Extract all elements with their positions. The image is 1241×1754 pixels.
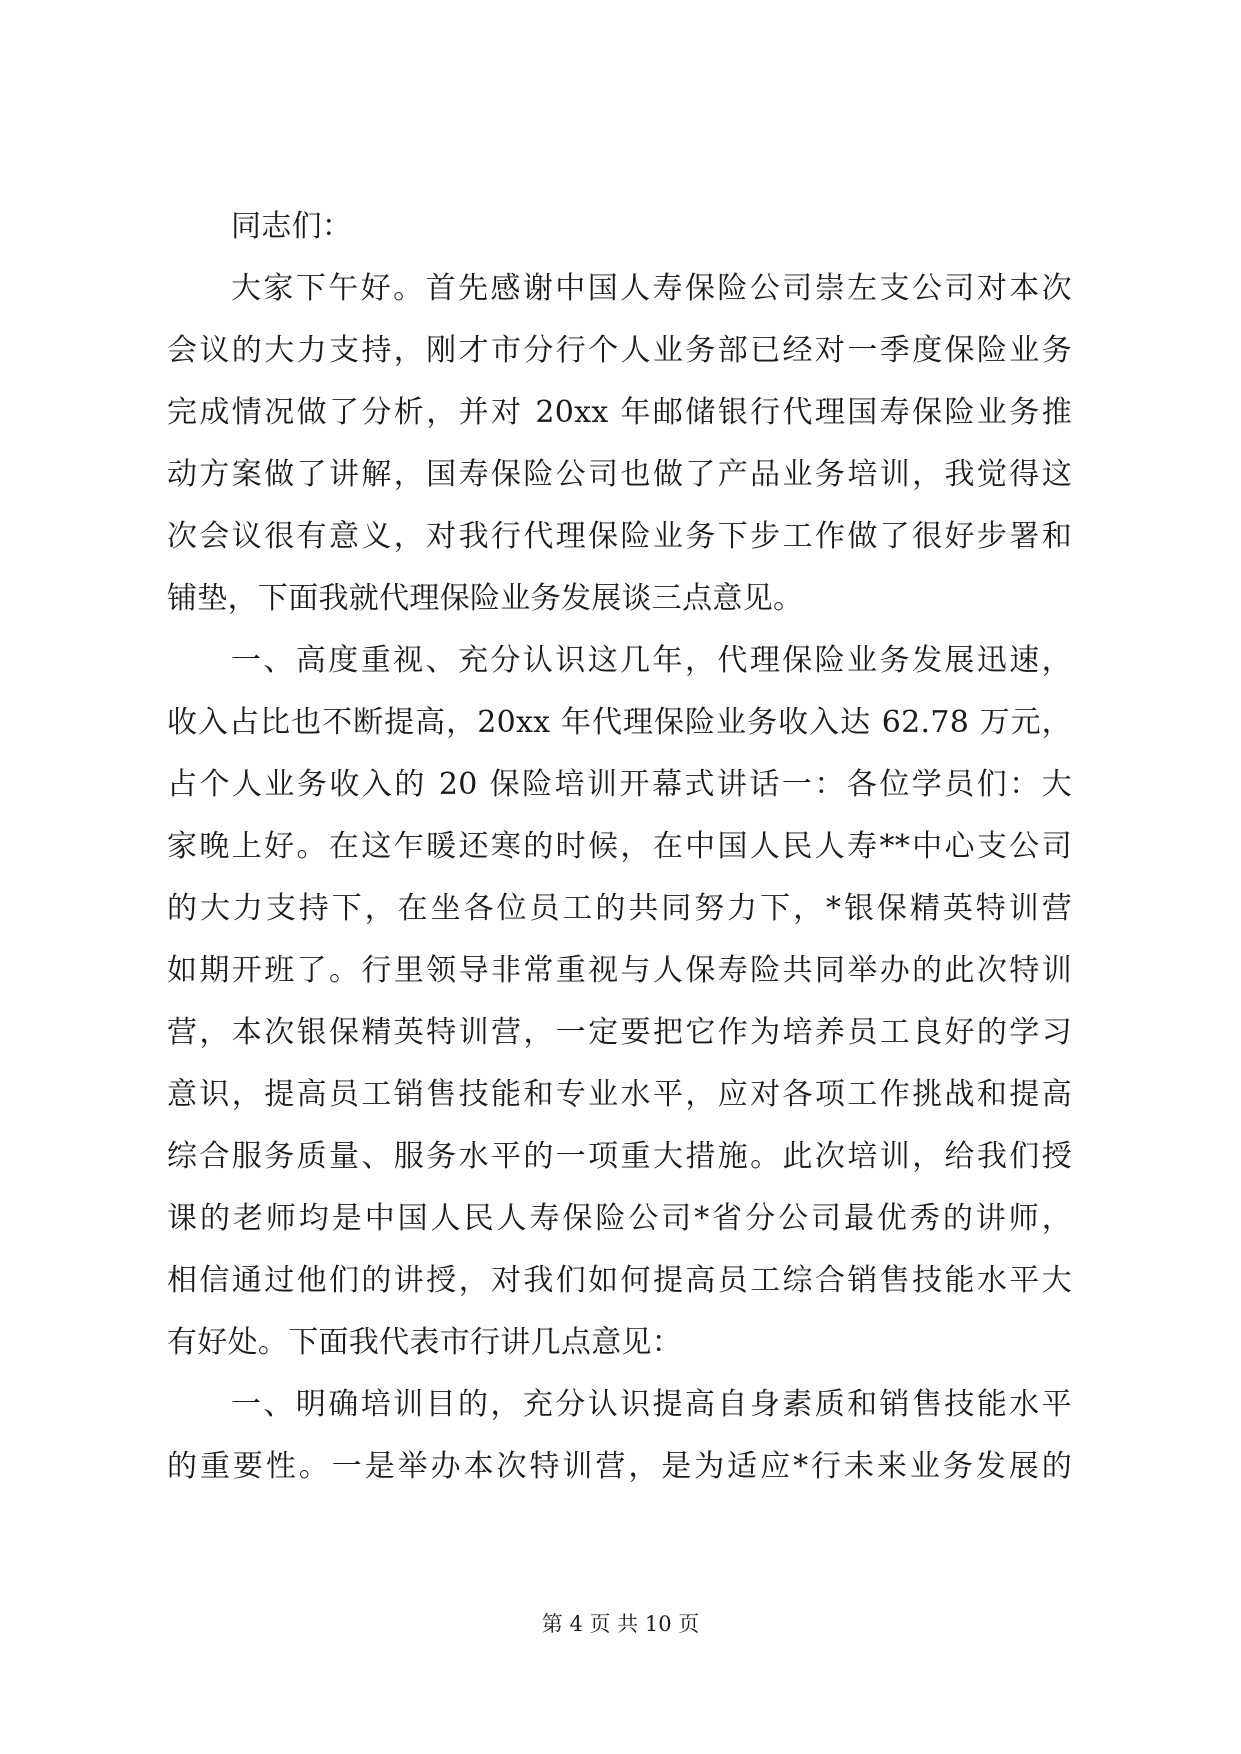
paragraph-line: 大家下午好。首先感谢中国人寿保险公司崇左支公司对本次 — [231, 271, 1072, 306]
paragraph-line: 完成情况做了分析，并对 20xx 年邮储银行代理国寿保险业务推 — [167, 395, 1072, 430]
paragraph-line: 一、明确培训目的，充分认识提高自身素质和销售技能水平 — [231, 1387, 1072, 1422]
document-body — [167, 196, 1072, 1498]
paragraph-line: 占个人业务收入的 20 保险培训开幕式讲话一：各位学员们：大 — [167, 767, 1072, 802]
paragraph-line: 铺垫，下面我就代理保险业务发展谈三点意见。 — [167, 581, 804, 616]
salutation-line: 同志们： — [231, 209, 353, 244]
paragraph-line: 收入占比也不断提高，20xx 年代理保险业务收入达 62.78 万元， — [167, 705, 1072, 740]
paragraph-line: 一、高度重视、充分认识这几年，代理保险业务发展迅速， — [231, 643, 1072, 678]
paragraph-line: 如期开班了。行里领导非常重视与人保寿险共同举办的此次特训 — [167, 953, 1072, 988]
paragraph-line: 综合服务质量、服务水平的一项重大措施。此次培训，给我们授 — [167, 1139, 1072, 1174]
paragraph-line: 营，本次银保精英特训营，一定要把它作为培养员工良好的学习 — [167, 1015, 1072, 1050]
page-number-footer: 第 4 页 共 10 页 — [541, 1612, 700, 1636]
paragraph-line: 家晚上好。在这乍暖还寒的时候，在中国人民人寿**中心支公司 — [167, 829, 1072, 864]
paragraph-line: 课的老师均是中国人民人寿保险公司*省分公司最优秀的讲师， — [167, 1201, 1072, 1236]
paragraph-line: 动方案做了讲解，国寿保险公司也做了产品业务培训，我觉得这 — [167, 457, 1072, 492]
paragraph-line: 次会议很有意义，对我行代理保险业务下步工作做了很好步署和 — [167, 519, 1072, 554]
paragraph-line: 意识，提高员工销售技能和专业水平，应对各项工作挑战和提高 — [167, 1077, 1072, 1112]
paragraph-line: 的重要性。一是举办本次特训营，是为适应*行未来业务发展的 — [167, 1449, 1072, 1484]
paragraph-line: 的大力支持下，在坐各位员工的共同努力下，*银保精英特训营 — [167, 891, 1072, 926]
paragraph-line: 有好处。下面我代表市行讲几点意见： — [167, 1325, 683, 1360]
paragraph-line: 相信通过他们的讲授，对我们如何提高员工综合销售技能水平大 — [167, 1263, 1072, 1298]
paragraph-line: 会议的大力支持，刚才市分行个人业务部已经对一季度保险业务 — [167, 333, 1072, 368]
